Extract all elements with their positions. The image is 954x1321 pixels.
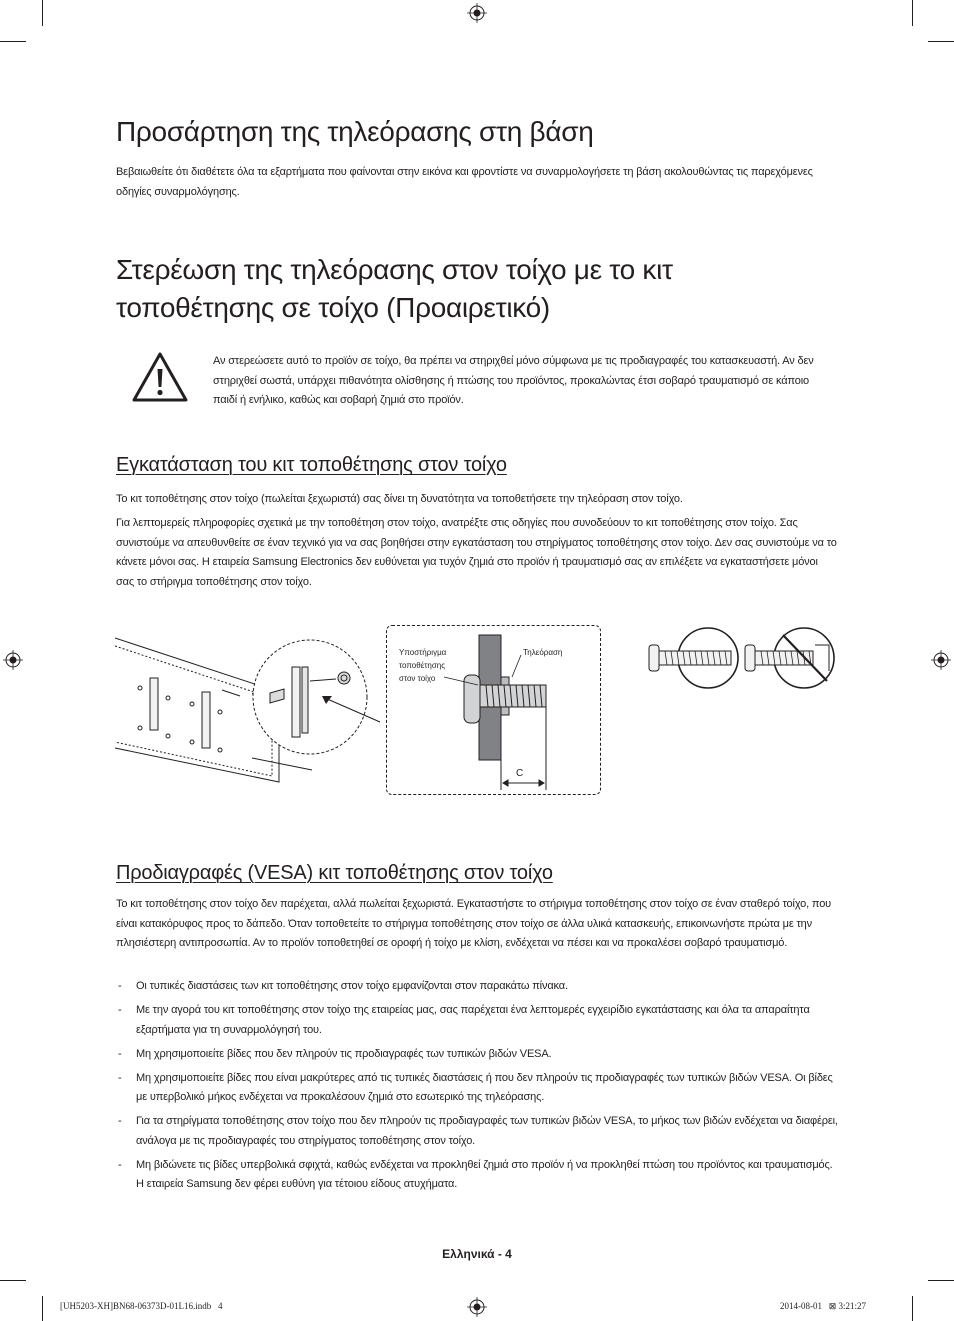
crop-mark xyxy=(42,0,43,26)
crop-mark xyxy=(42,1296,43,1321)
wrong-screw-icon xyxy=(741,627,837,691)
vesa-intro: Το κιτ τοποθέτησης στον τοίχο δεν παρέχεται, αλλά πωλείται ξεχωριστά. Εγκαταστήστε το στήριγμα τοποθέτησης στον τοίχο σε έναν σταθερό τοίχο, που είναι κατακόρυφος προς το δάπεδο. Όταν τοποθετείτε το στήριγμα τοποθέτησης στον τοίχο σε άλλα υλικά κατασκευής, επικοινωνήστε πρώτα με την πλησιέστερη αντιπροσωπία. Αν το προϊόν τοποθετηθεί σε οροφή ή τοίχο με κλίση, ενδέχεται να πέσει και να προκαλέσει σοβαρό τραυματισμό. xyxy=(116,898,832,949)
heading-vesa-specs: Προδιαγραφές (VESA) κιτ τοποθέτησης στον τοίχο xyxy=(116,862,553,884)
install-paragraph-1: Το κιτ τοποθέτησης στον τοίχο (πωλείται ξεχωριστά) σας δίνει τη δυνατότητα να τοποθετήσετε την τηλεόραση στον τοίχο. xyxy=(116,493,683,505)
heading-stand-attach: Προσάρτηση της τηλεόρασης στη βάση xyxy=(116,116,594,147)
dimension-c-label: C xyxy=(516,768,524,779)
crop-mark xyxy=(0,41,26,42)
crop-mark xyxy=(912,0,913,26)
page-number: Ελληνικά - 4 xyxy=(442,1247,512,1261)
heading-wall-mount-line2: τοποθέτησης σε τοίχο (Προαιρετικό) xyxy=(116,292,550,323)
list-item: - Μη χρησιμοποιείτε βίδες που είναι μακρύτερες από τις τυπικές διαστάσεις ή που δεν πληρούν τις προδιαγραφές των τυπικών βιδών VESA. Οι βίδες με υπερβολικό μήκος ενδέχεται να προκαλέσουν ζημιά στο εσωτερικό της τηλεόρασης. xyxy=(116,1069,838,1108)
warning-text: Αν στερεώσετε αυτό το προϊόν σε τοίχο, θα πρέπει να στηριχθεί μόνο σύμφωνα με τις προδιαγραφές του κατασκευαστή. Αν δεν στηριχθεί σωστά, υπάρχει πιθανότητα ολίσθησης ή πτώσης του προϊόντος, προκαλώντας έτσι σοβαρό τραυματισμό σε κάποιο παιδί ή ενήλικο, καθώς και σοβαρή ζημιά στο προϊόν. xyxy=(213,355,814,406)
list-item: - Οι τυπικές διαστάσεις των κιτ τοποθέτησης στον τοίχο εμφανίζονται στον παρακάτω πίνακα. xyxy=(116,977,838,997)
heading-kit-install: Εγκατάσταση του κιτ τοποθέτησης στον τοίχο xyxy=(116,454,507,476)
registration-mark-icon xyxy=(931,650,951,670)
correct-screw-icon xyxy=(645,627,745,691)
footer-timestamp: 2014-08-01 ⊠ 3:21:27 xyxy=(780,1301,867,1311)
arrow-icon xyxy=(320,690,390,730)
footer-filename: [UH5203-XH]BN68-06373D-01L16.indb 4 xyxy=(60,1301,223,1311)
bracket-label-line2: τοποθέτησης xyxy=(399,661,446,670)
crop-mark xyxy=(928,41,954,42)
crop-mark xyxy=(0,1280,26,1281)
attach-instructions: Βεβαιωθείτε ότι διαθέτετε όλα τα εξαρτήματα που φαίνονται στην εικόνα και φροντίστε να συναρμολογήσετε τη βάση ακολουθώντας τις παρεχόμενες οδηγίες συναρμολόγησης. xyxy=(116,166,813,198)
crop-mark xyxy=(912,1296,913,1321)
crop-mark xyxy=(928,1280,954,1281)
registration-mark-icon xyxy=(467,1297,487,1317)
list-item: - Για τα στηρίγματα τοποθέτησης στον τοίχο που δεν πληρούν τις προδιαγραφές των τυπικών βιδών VESA, το μήκος των βιδών ενδέχεται να διαφέρει, ανάλογα με τις προδιαγραφές του στηρίγματος τοποθέτησης στον τοίχο. xyxy=(116,1112,838,1151)
registration-mark-icon xyxy=(467,3,487,23)
registration-mark-icon xyxy=(3,650,23,670)
heading-wall-mount-line1: Στερέωση της τηλεόρασης στον τοίχο με το κιτ xyxy=(116,254,673,285)
list-item: - Μη χρησιμοποιείτε βίδες που δεν πληρούν τις προδιαγραφές των τυπικών βιδών VESA. xyxy=(116,1045,838,1065)
install-paragraph-2: Για λεπτομερείς πληροφορίες σχετικά με την τοποθέτηση στον τοίχο, ανατρέξτε στις οδηγίες που συνοδεύουν το κιτ τοποθέτησης στον τοίχο. Σας συνιστούμε να απευθυνθείτε σε έναν τεχνικό για να σας βοηθήσει στην εγκατάσταση του στηρίγματος τοποθέτησης στον τοίχο. Δεν σας συνιστούμε να το κάνετε μόνοι σας. Η εταιρεία Samsung Electronics δεν ευθύνεται για τυχόν ζημιά στο προϊόν ή τραυματισμό σας αν επιλέξετε να εγκαταστήσετε μόνοι σας το στήριγμα τοποθέτησης στον τοίχο. xyxy=(116,517,837,588)
list-item: - Με την αγορά του κιτ τοποθέτησης στον τοίχο της εταιρείας μας, σας παρέχεται ένα λεπτομερές εγχειρίδιο εγκατάστασης και όλα τα απαραίτητα εξαρτήματα για τη συναρμολόγησή του. xyxy=(116,1001,838,1040)
warning-icon xyxy=(131,351,189,403)
vesa-notes-list xyxy=(116,977,838,1199)
tv-label: Τηλεόραση xyxy=(523,648,563,657)
list-item: - Μη βιδώνετε τις βίδες υπερβολικά σφιχτά, καθώς ενδέχεται να προκληθεί ζημιά στο προϊόν ή να προκληθεί πτώση του προϊόντος και τραυματισμός. Η εταιρεία Samsung δεν φέρει ευθύνη για τέτοιου είδους ατυχήματα. xyxy=(116,1156,838,1195)
bracket-label-line3: στον τοίχο xyxy=(399,674,436,683)
bracket-label-line1: Υποστήριγμα xyxy=(399,648,447,657)
